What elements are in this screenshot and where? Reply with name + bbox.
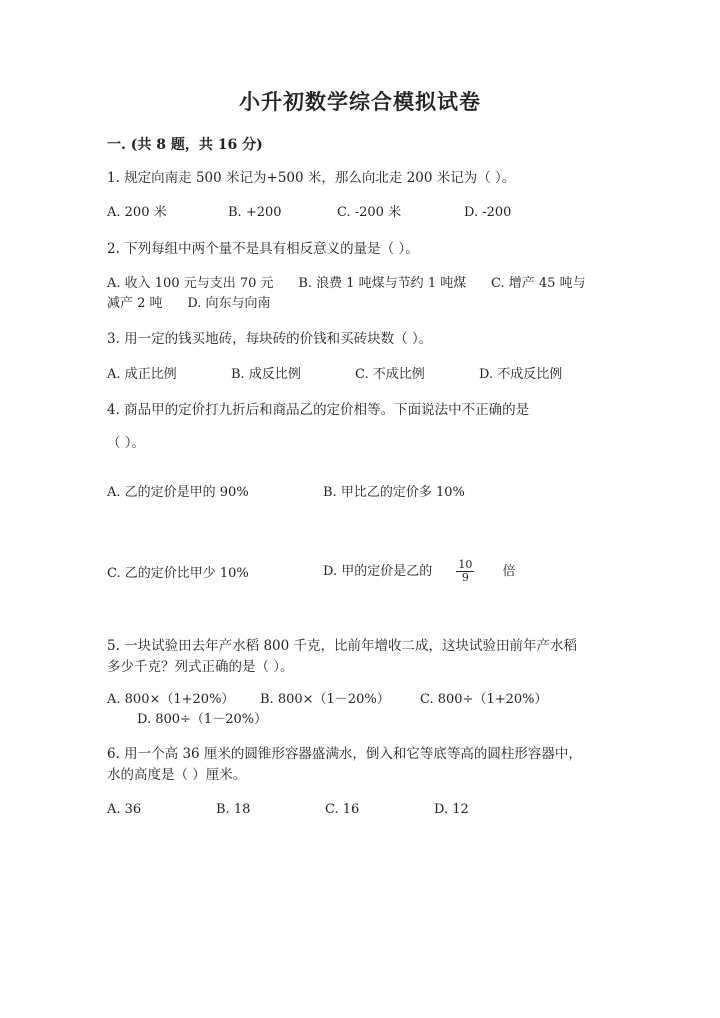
question-5-text-line-2: 多少千克？列式正确的是（ ）。 [107, 659, 294, 675]
q1-option-b: B. +200 [228, 205, 282, 220]
q6-option-b: B. 18 [216, 802, 251, 817]
q4-option-a: A. 乙的定价是甲的 90% [107, 485, 249, 500]
q1-option-a: A. 200 米 [107, 205, 167, 220]
q6-option-c: C. 16 [325, 802, 360, 817]
fraction-denominator: 9 [461, 571, 469, 584]
q5-option-b: B. 800×（1－20%） [260, 692, 390, 707]
question-6-text-line-1: 6. 用一个高 36 厘米的圆锥形容器盛满水，倒入和它等底等高的圆柱形容器中， [107, 746, 582, 762]
question-3-options [107, 364, 607, 386]
q4-option-b: B. 甲比乙的定价多 10% [323, 485, 465, 500]
q6-option-a: A. 36 [107, 802, 142, 817]
q4-option-d [323, 559, 516, 584]
q3-option-b: B. 成反比例 [231, 367, 301, 382]
q4-option-d-suffix: 倍 [502, 564, 516, 579]
question-1-text: 1. 规定向南走 500 米记为+500 米，那么向北走 200 米记为（ ）。 [107, 170, 516, 186]
question-6-text-line-2: 水的高度是（ ）厘米。 [107, 767, 247, 783]
question-4-text-line-2: （ ）。 [107, 435, 146, 451]
question-1-options [107, 202, 607, 224]
q4-option-d-prefix: D. 甲的定价是乙的 [323, 564, 433, 579]
question-2-text: 2. 下列每组中两个量不是具有相反意义的量是（ ）。 [107, 241, 419, 257]
page-title: 小升初数学综合模拟试卷 [239, 89, 481, 114]
q5-option-a: A. 800×（1+20%） [107, 692, 235, 707]
question-3-text: 3. 用一定的钱买地砖，每块砖的价钱和买砖块数（ ）。 [107, 331, 433, 347]
q6-option-d: D. 12 [434, 802, 469, 817]
question-5-option-d-row [137, 709, 637, 731]
fraction [456, 559, 474, 584]
question-6-options [107, 799, 607, 821]
question-4-options-row-1 [107, 482, 607, 504]
q3-option-a: A. 成正比例 [107, 367, 177, 382]
q1-option-d: D. -200 [464, 205, 512, 220]
q3-option-d: D. 不成反比例 [479, 367, 563, 382]
question-4-text-line-1: 4. 商品甲的定价打九折后和商品乙的定价相等。下面说法中不正确的是 [107, 402, 530, 418]
section-heading: 一. (共 8 题，共 16 分) [107, 137, 263, 153]
q3-option-c: C. 不成比例 [355, 367, 425, 382]
q4-option-c: C. 乙的定价比甲少 10% [107, 566, 249, 581]
question-5-options [107, 689, 607, 711]
question-2-options-line-2: 减产 2 吨 D. 向东与向南 [107, 296, 271, 311]
q5-option-c: C. 800÷（1+20%） [420, 692, 548, 707]
question-2-options-line-1: A. 收入 100 元与支出 70 元 B. 浪费 1 吨煤与节约 1 吨煤 C. 增产 45 吨与 [107, 276, 586, 291]
question-4-options-row-2 [107, 558, 607, 593]
fraction-numerator: 10 [458, 558, 473, 571]
question-5-text-line-1: 5. 一块试验田去年产水稻 800 千克，比前年增收二成，这块试验田前年产水稻 [107, 638, 578, 654]
q5-option-d: D. 800÷（1－20%） [137, 712, 268, 727]
q1-option-c: C. -200 米 [337, 205, 402, 220]
